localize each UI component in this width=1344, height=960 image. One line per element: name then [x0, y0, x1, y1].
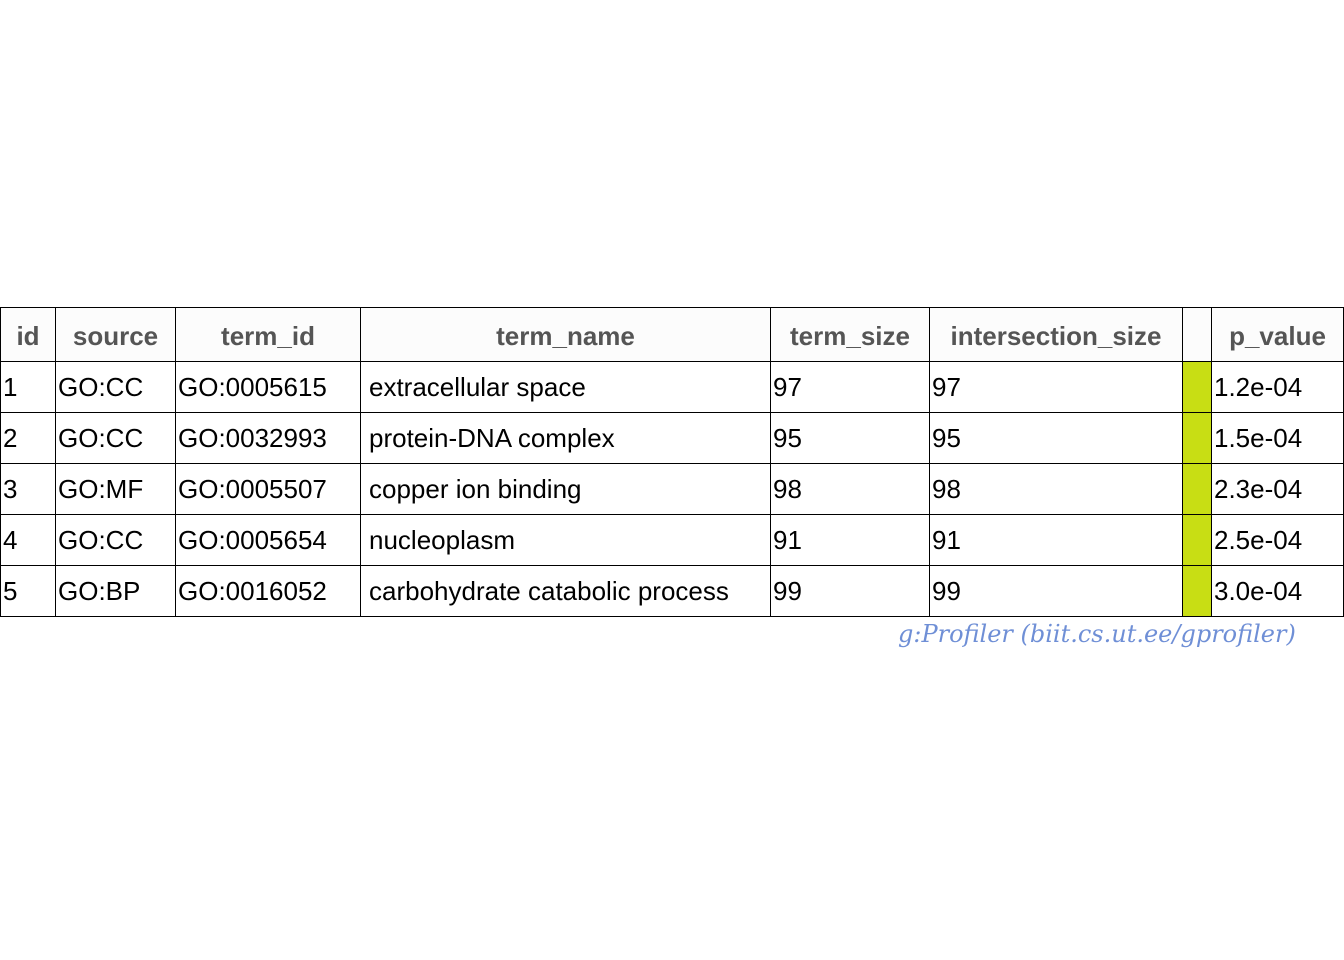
cell-term-size: 99 [771, 566, 930, 617]
cell-term-id: GO:0016052 [176, 566, 361, 617]
results-table [0, 307, 1344, 617]
cell-id: 3 [1, 464, 56, 515]
cell-source: GO:CC [56, 413, 176, 464]
cell-id: 4 [1, 515, 56, 566]
cell-term-id: GO:0032993 [176, 413, 361, 464]
cell-intersection-size: 95 [930, 413, 1183, 464]
cell-term-size: 95 [771, 413, 930, 464]
cell-id: 5 [1, 566, 56, 617]
cell-term-name: copper ion binding [361, 464, 771, 515]
column-header-term-size[interactable]: term_size [771, 308, 930, 362]
cell-intersection-size: 97 [930, 362, 1183, 413]
cell-term-size: 97 [771, 362, 930, 413]
column-header-p-value[interactable]: p_value [1212, 308, 1344, 362]
cell-significance-color [1183, 464, 1212, 515]
header-row [1, 308, 1344, 362]
table-row[interactable] [1, 515, 1344, 566]
cell-significance-color [1183, 515, 1212, 566]
cell-intersection-size: 98 [930, 464, 1183, 515]
column-header-intersection-size[interactable]: intersection_size [930, 308, 1183, 362]
cell-term-id: GO:0005615 [176, 362, 361, 413]
cell-source: GO:CC [56, 362, 176, 413]
cell-significance-color [1183, 362, 1212, 413]
cell-term-name: extracellular space [361, 362, 771, 413]
cell-intersection-size: 91 [930, 515, 1183, 566]
cell-intersection-size: 99 [930, 566, 1183, 617]
column-header-term-name[interactable]: term_name [361, 308, 771, 362]
cell-term-size: 98 [771, 464, 930, 515]
cell-source: GO:MF [56, 464, 176, 515]
cell-term-name: protein-DNA complex [361, 413, 771, 464]
table-body [1, 362, 1344, 617]
column-header-source[interactable]: source [56, 308, 176, 362]
cell-id: 1 [1, 362, 56, 413]
cell-term-id: GO:0005507 [176, 464, 361, 515]
column-header-id[interactable]: id [1, 308, 56, 362]
cell-p-value: 2.5e-04 [1212, 515, 1344, 566]
cell-source: GO:CC [56, 515, 176, 566]
table-row[interactable] [1, 362, 1344, 413]
cell-p-value: 2.3e-04 [1212, 464, 1344, 515]
table-row[interactable] [1, 413, 1344, 464]
cell-p-value: 3.0e-04 [1212, 566, 1344, 617]
cell-term-name: nucleoplasm [361, 515, 771, 566]
column-header-significance-color [1183, 308, 1212, 362]
cell-source: GO:BP [56, 566, 176, 617]
cell-id: 2 [1, 413, 56, 464]
cell-p-value: 1.5e-04 [1212, 413, 1344, 464]
cell-significance-color [1183, 413, 1212, 464]
cell-p-value: 1.2e-04 [1212, 362, 1344, 413]
cell-significance-color [1183, 566, 1212, 617]
cell-term-id: GO:0005654 [176, 515, 361, 566]
table-row[interactable] [1, 464, 1344, 515]
cell-term-size: 91 [771, 515, 930, 566]
cell-term-name: carbohydrate catabolic process [361, 566, 771, 617]
table-row[interactable] [1, 566, 1344, 617]
gprofiler-credit: g:Profiler (biit.cs.ut.ee/gprofiler) [898, 620, 1296, 648]
column-header-term-id[interactable]: term_id [176, 308, 361, 362]
